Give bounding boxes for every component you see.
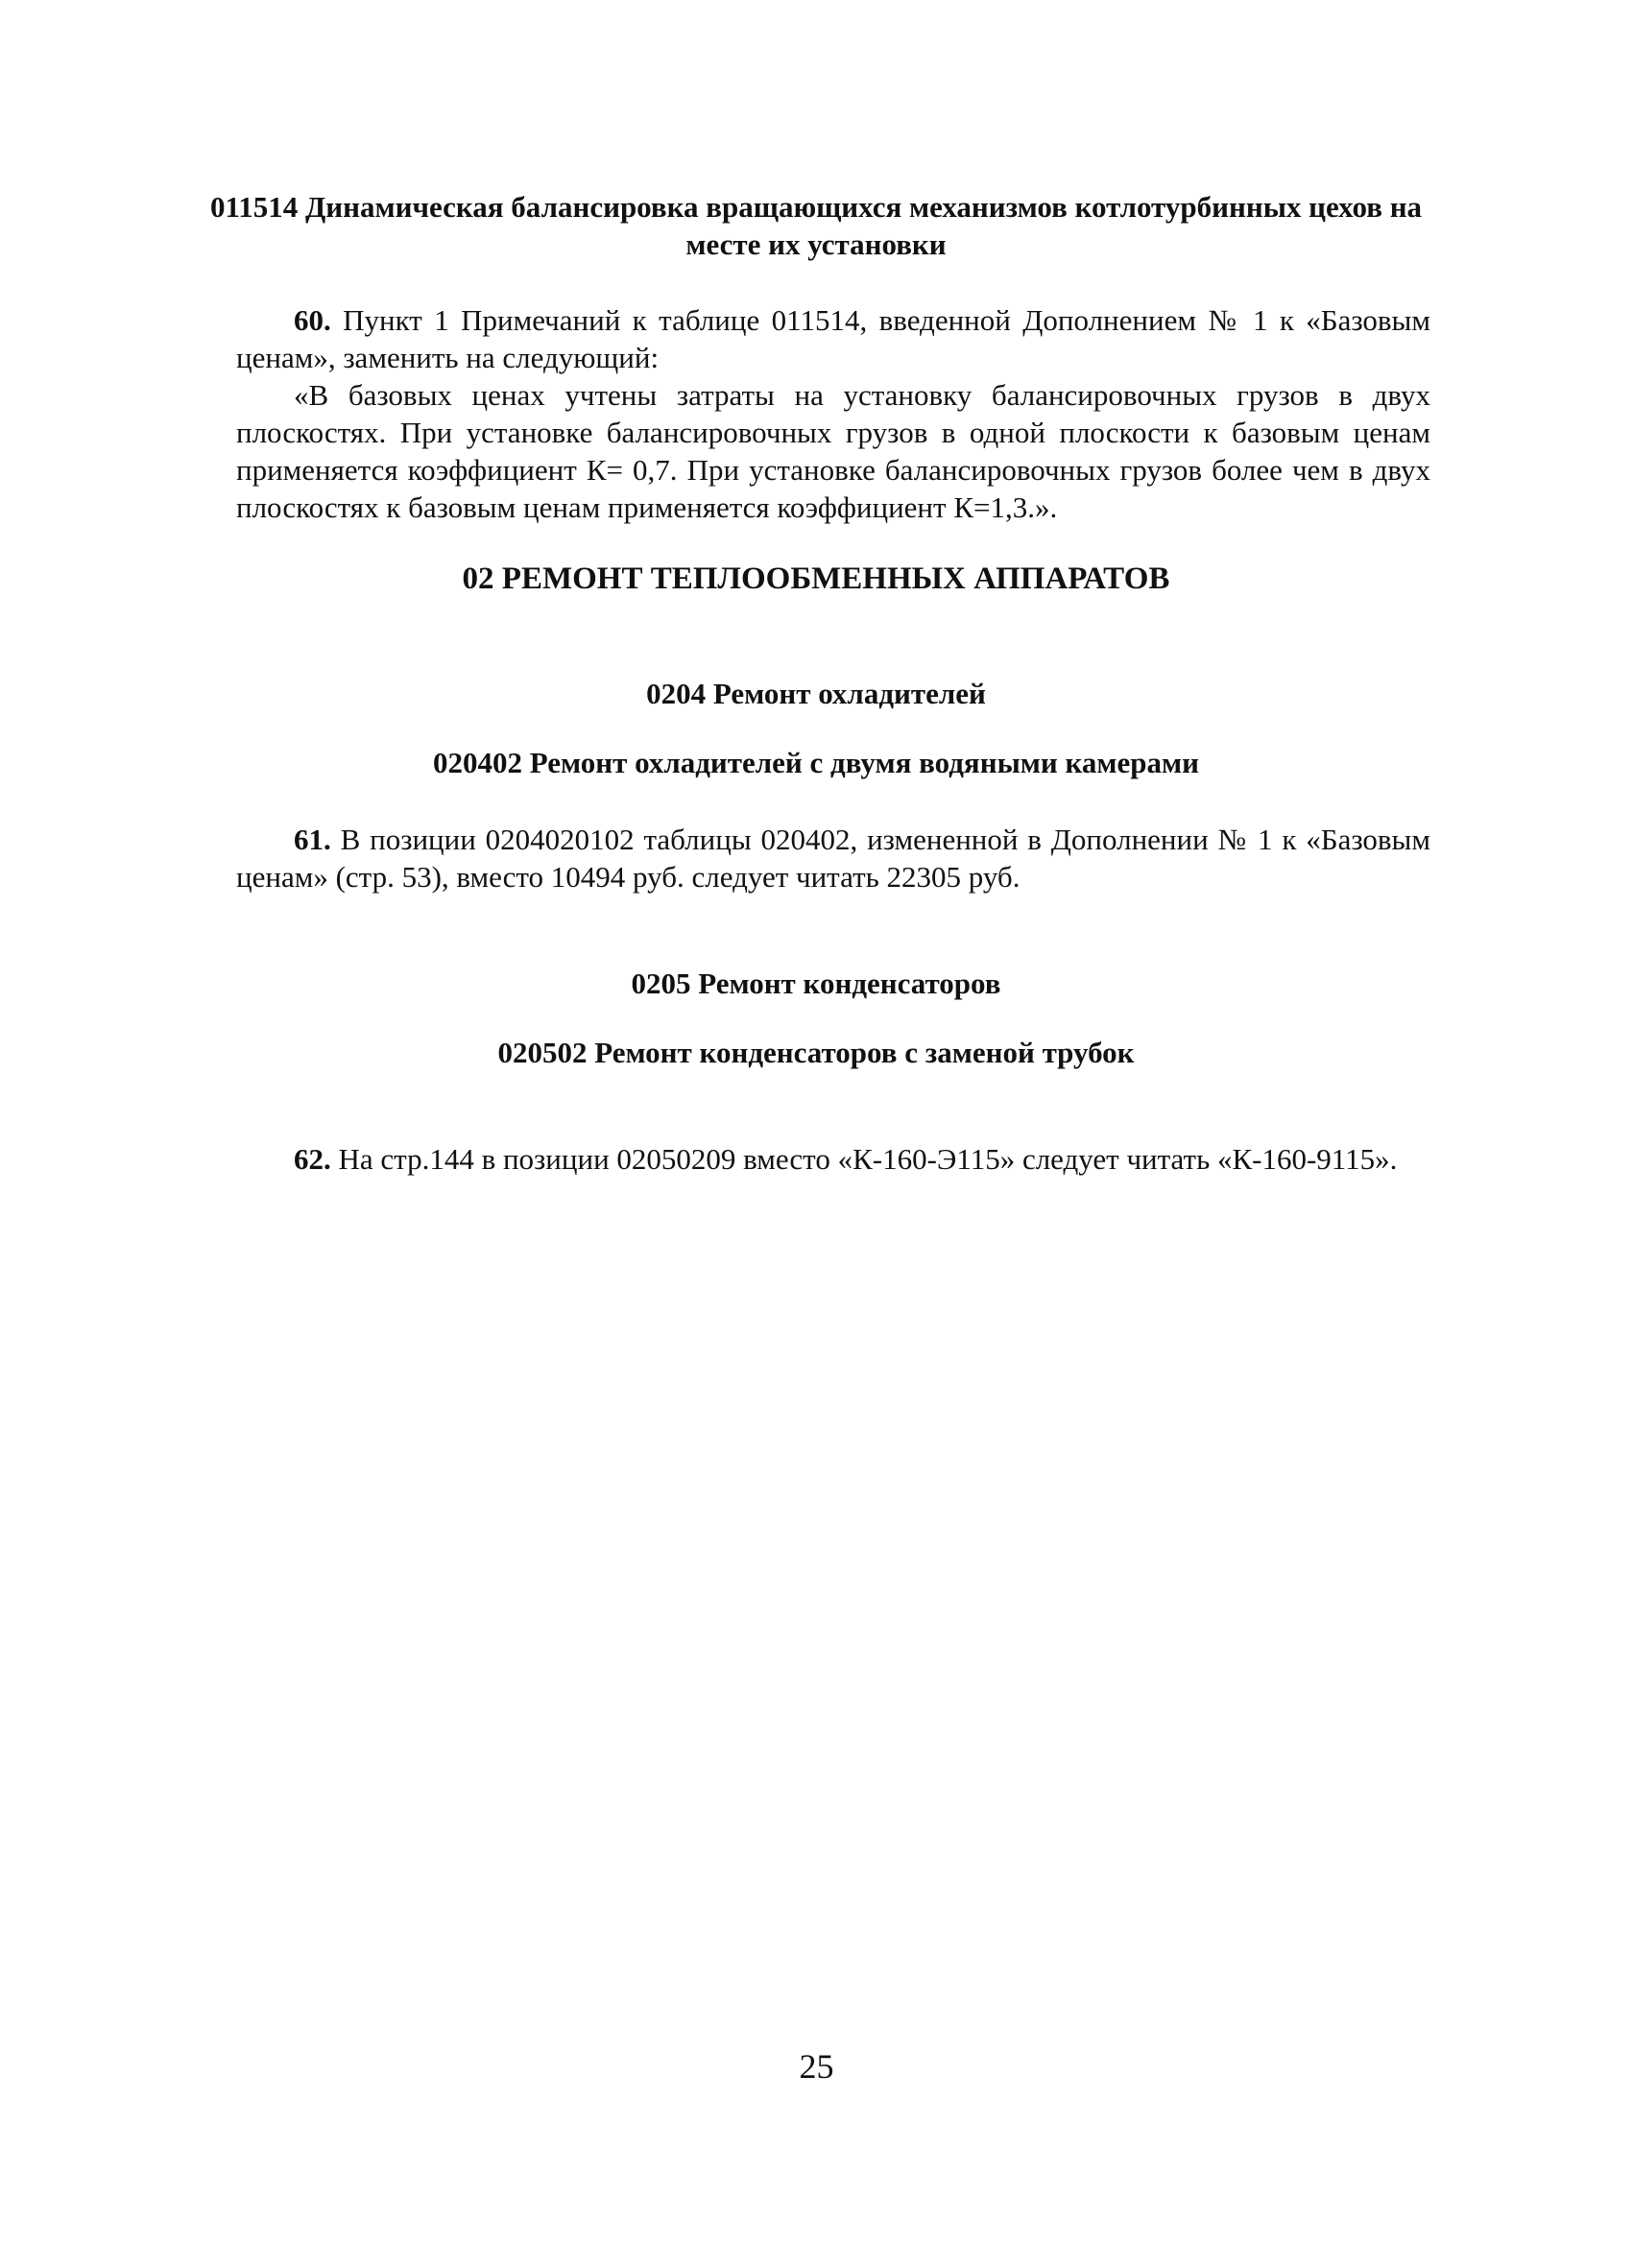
paragraph-60-text: Пункт 1 Примечаний к таблице 011514, введенной Дополнением № 1 к «Базовым ценам», заменить на следующий: — [236, 303, 1430, 374]
paragraph-61-text: В позиции 0204020102 таблицы 020402, измененной в Дополнении № 1 к «Базовым ценам» (стр. 53), вместо 10494 руб. следует читать 22305 руб. — [236, 823, 1430, 894]
page-number: 25 — [799, 2047, 834, 2086]
paragraph-60-body — [236, 301, 1430, 376]
subsection-0204: 0204 Ремонт охладителей — [646, 677, 986, 710]
paragraph-61-number: 61. — [294, 823, 331, 856]
subsection-020402: 020402 Ремонт охладителей с двумя водяными камерами — [433, 746, 1199, 779]
subsection-020502: 020502 Ремонт конденсаторов с заменой трубок — [497, 1036, 1135, 1069]
paragraph-60-quote: «В базовых ценах учтены затраты на установку балансировочных грузов в двух плоскостях. При установке балансировочных грузов в одной плоскости к базовым ценам применяется коэффициент К= 0,7. При установке балансировочных грузов более чем в двух плоскостях к базовым ценам применяется коэффициент К=1,3.». — [236, 378, 1430, 524]
paragraph-60-number: 60. — [294, 303, 331, 337]
paragraph-60 — [236, 301, 1430, 526]
paragraph-62 — [236, 1140, 1430, 1178]
paragraph-61 — [236, 821, 1430, 895]
paragraph-62-number: 62. — [294, 1142, 331, 1176]
paragraph-62-body — [236, 1140, 1430, 1178]
paragraph-61-body — [236, 821, 1430, 895]
heading-011514: 011514 Динамическая балансировка вращающихся механизмов котлотурбинных цехов на месте их установки — [209, 190, 1423, 261]
subsection-0205: 0205 Ремонт конденсаторов — [631, 967, 1001, 1000]
section-title-02: 02 РЕМОНТ ТЕПЛООБМЕННЫХ АППАРАТОВ — [462, 561, 1170, 596]
paragraph-62-text: На стр.144 в позиции 02050209 вместо «К-160-Э115» следует читать «К-160-9115». — [338, 1142, 1398, 1176]
